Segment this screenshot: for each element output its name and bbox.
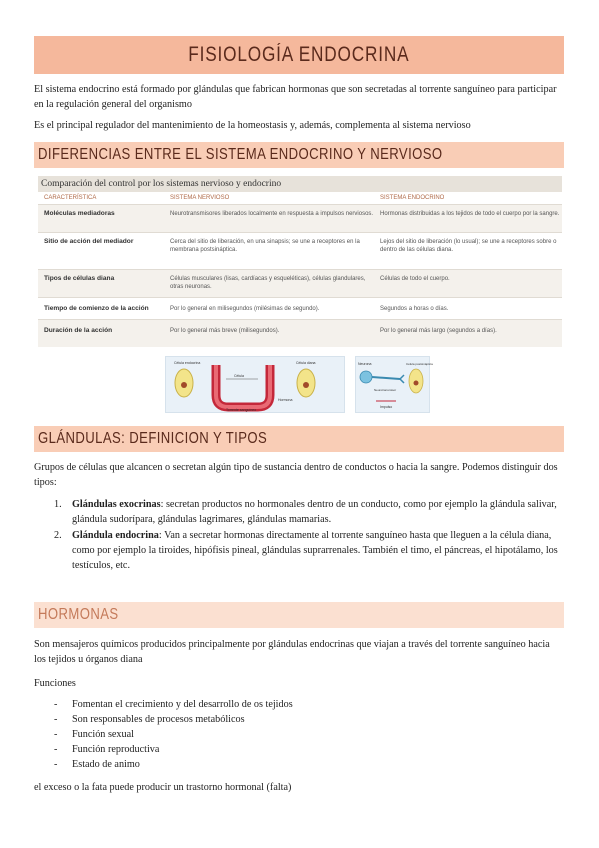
endocrine-diagram-svg	[166, 357, 344, 412]
list-number: 2.	[54, 530, 62, 541]
nervous-diagram-frame	[355, 356, 433, 413]
target-cell-nucleus	[303, 382, 309, 388]
nervous-diagram-svg	[356, 357, 433, 412]
table-row	[38, 297, 562, 319]
impulse-label: Impulso	[380, 405, 393, 409]
blood-vessel-inner	[216, 365, 270, 407]
list-text: : secretan productos no hormonales dentro de un conducto, como por ejemplo la glándula salivar, glándula sudorípara, glándulas lagrimares, glándulas mamarias.	[72, 499, 557, 525]
section-heading-glands	[34, 426, 564, 452]
endocrine-diagram	[165, 356, 345, 413]
table-cell: Tiempo de comienzo de la acción	[44, 305, 149, 312]
intro-paragraph-1: El sistema endocrino está formado por glándulas que fabrican hormonas que son secretadas al torrente sanguíneo para participar en la regulación general del organismo	[34, 84, 557, 110]
list-term: Glándulas exocrinas	[72, 499, 161, 510]
table-header-cell: SISTEMA ENDOCRINO	[380, 195, 445, 201]
table-cell: Sitio de acción del mediador	[44, 238, 134, 245]
list-text: : Van a secretar hormonas directamente al torrente sanguíneo hasta que lleguen a la célula diana, como por ejemplo la tiroides, hipófisis pineal, glándulas suprarrenales. También el timo, el páncreas, el hipotálamo, los testículos, etc.	[72, 530, 558, 571]
table-cell: Por lo general más largo (segundos a días).	[380, 328, 497, 334]
table-cell: Por lo general más breve (milisegundos).	[170, 328, 280, 334]
list-term: Glándula endocrina	[72, 530, 159, 541]
postsynaptic-label: Célula postsináptica	[406, 362, 433, 366]
closing-paragraph: el exceso o la fata puede producir un trastorno hormonal (falta)	[34, 782, 292, 793]
list-text: Estado de animo	[72, 759, 140, 770]
table-cell: Tipos de células diana	[44, 275, 115, 282]
table-cell: Duración de la acción	[44, 327, 113, 334]
glands-list	[34, 497, 564, 573]
list-item	[34, 497, 564, 527]
list-item: - Fomentan el crecimiento y del desarrollo de os tejidos	[54, 699, 293, 710]
section-heading-hormones	[34, 602, 564, 628]
target-cell-label: Célula diana	[296, 361, 316, 365]
list-text: Función reproductiva	[72, 744, 160, 755]
table-cell: Lejos del sitio de liberación (lo usual); se une a receptores sobre o dentro de las células diana.	[380, 239, 557, 253]
table-row	[38, 319, 562, 346]
axon-shape	[372, 377, 400, 379]
blood-vessel-shape	[216, 365, 270, 407]
table-header-row	[38, 192, 562, 204]
table-cell: Neurotransmisores liberados localmente en respuesta a impulsos nerviosos.	[170, 211, 374, 217]
hormone-label: Hormona	[278, 398, 293, 402]
list-item	[34, 528, 564, 573]
list-text: Función sexual	[72, 729, 134, 740]
neuron-body-shape	[360, 371, 372, 383]
endocrine-cell-nucleus	[181, 382, 187, 388]
list-item: - Función sexual	[54, 729, 134, 740]
list-text: Son responsables de procesos metabólicos	[72, 714, 245, 725]
list-item: - Estado de animo	[54, 759, 140, 770]
endocrine-cell-label: Célula endocrina	[174, 361, 201, 365]
table-header-cell: SISTEMA NERVIOSO	[170, 195, 230, 201]
intro-paragraph-2: Es el principal regulador del mantenimiento de la homeostasis y, además, complementa al sistema nervioso	[34, 120, 471, 131]
section-heading-text: DIFERENCIAS ENTRE EL SISTEMA ENDOCRINO Y NERVIOSO	[38, 146, 443, 163]
title-banner	[34, 36, 564, 74]
axon-terminal	[400, 375, 404, 383]
blood-label: Torrente sanguíneo	[226, 408, 257, 412]
page-title: FISIOLOGÍA ENDOCRINA	[188, 43, 410, 66]
list-item: - Función reproductiva	[54, 744, 160, 755]
neuron-label: Neurona	[358, 362, 372, 366]
list-item: - Son responsables de procesos metabólicos	[54, 714, 245, 725]
table-row	[38, 269, 562, 297]
section-heading-text: HORMONAS	[38, 606, 119, 623]
center-label: Célula	[234, 374, 244, 378]
section-heading-differences	[34, 142, 564, 168]
section-heading-text: GLÁNDULAS: DEFINICION Y TIPOS	[38, 430, 268, 447]
table-cell: Segundos a horas o días.	[380, 306, 449, 312]
table-cell: Células musculares (lisas, cardíacas y esqueléticas), células glandulares, otras neuronas.	[170, 276, 366, 290]
table-cell: Moléculas mediadoras	[44, 210, 115, 217]
postsynaptic-nucleus	[414, 381, 419, 386]
table-cell: Por lo general en milisegundos (milésimas de segundo).	[170, 306, 320, 312]
functions-list	[34, 697, 564, 772]
list-text: Fomentan el crecimiento y del desarrollo de os tejidos	[72, 699, 293, 710]
table-cell: Hormonas distribuidas a los tejidos de todo el cuerpo por la sangre.	[380, 211, 560, 217]
table-row	[38, 232, 562, 269]
table-cell: Células de todo el cuerpo.	[380, 276, 450, 282]
hormones-intro: Son mensajeros químicos producidos principalmente por glándulas endocrinas que viajan a través del torrente sanguíneo hacia los tejidos u órganos diana	[34, 639, 550, 665]
functions-label: Funciones	[34, 678, 76, 689]
table-cell: Cerca del sitio de liberación, en una sinapsis; se une a receptores en la membrana postsináptica.	[170, 239, 360, 253]
glands-intro: Grupos de células que alcancen o secretan algún tipo de sustancia dentro de conductos o hacia la sangre. Podemos distinguir dos tipos:	[34, 462, 558, 488]
table-caption: Comparación del control por los sistemas nervioso y endocrino	[38, 176, 562, 192]
table-header-cell: CARACTERÍSTICA	[44, 195, 97, 201]
table-row	[38, 204, 562, 232]
comparison-table	[38, 176, 562, 347]
list-number: 1.	[54, 499, 62, 510]
neurotransmitter-label: Neurotransmisor	[374, 388, 397, 392]
